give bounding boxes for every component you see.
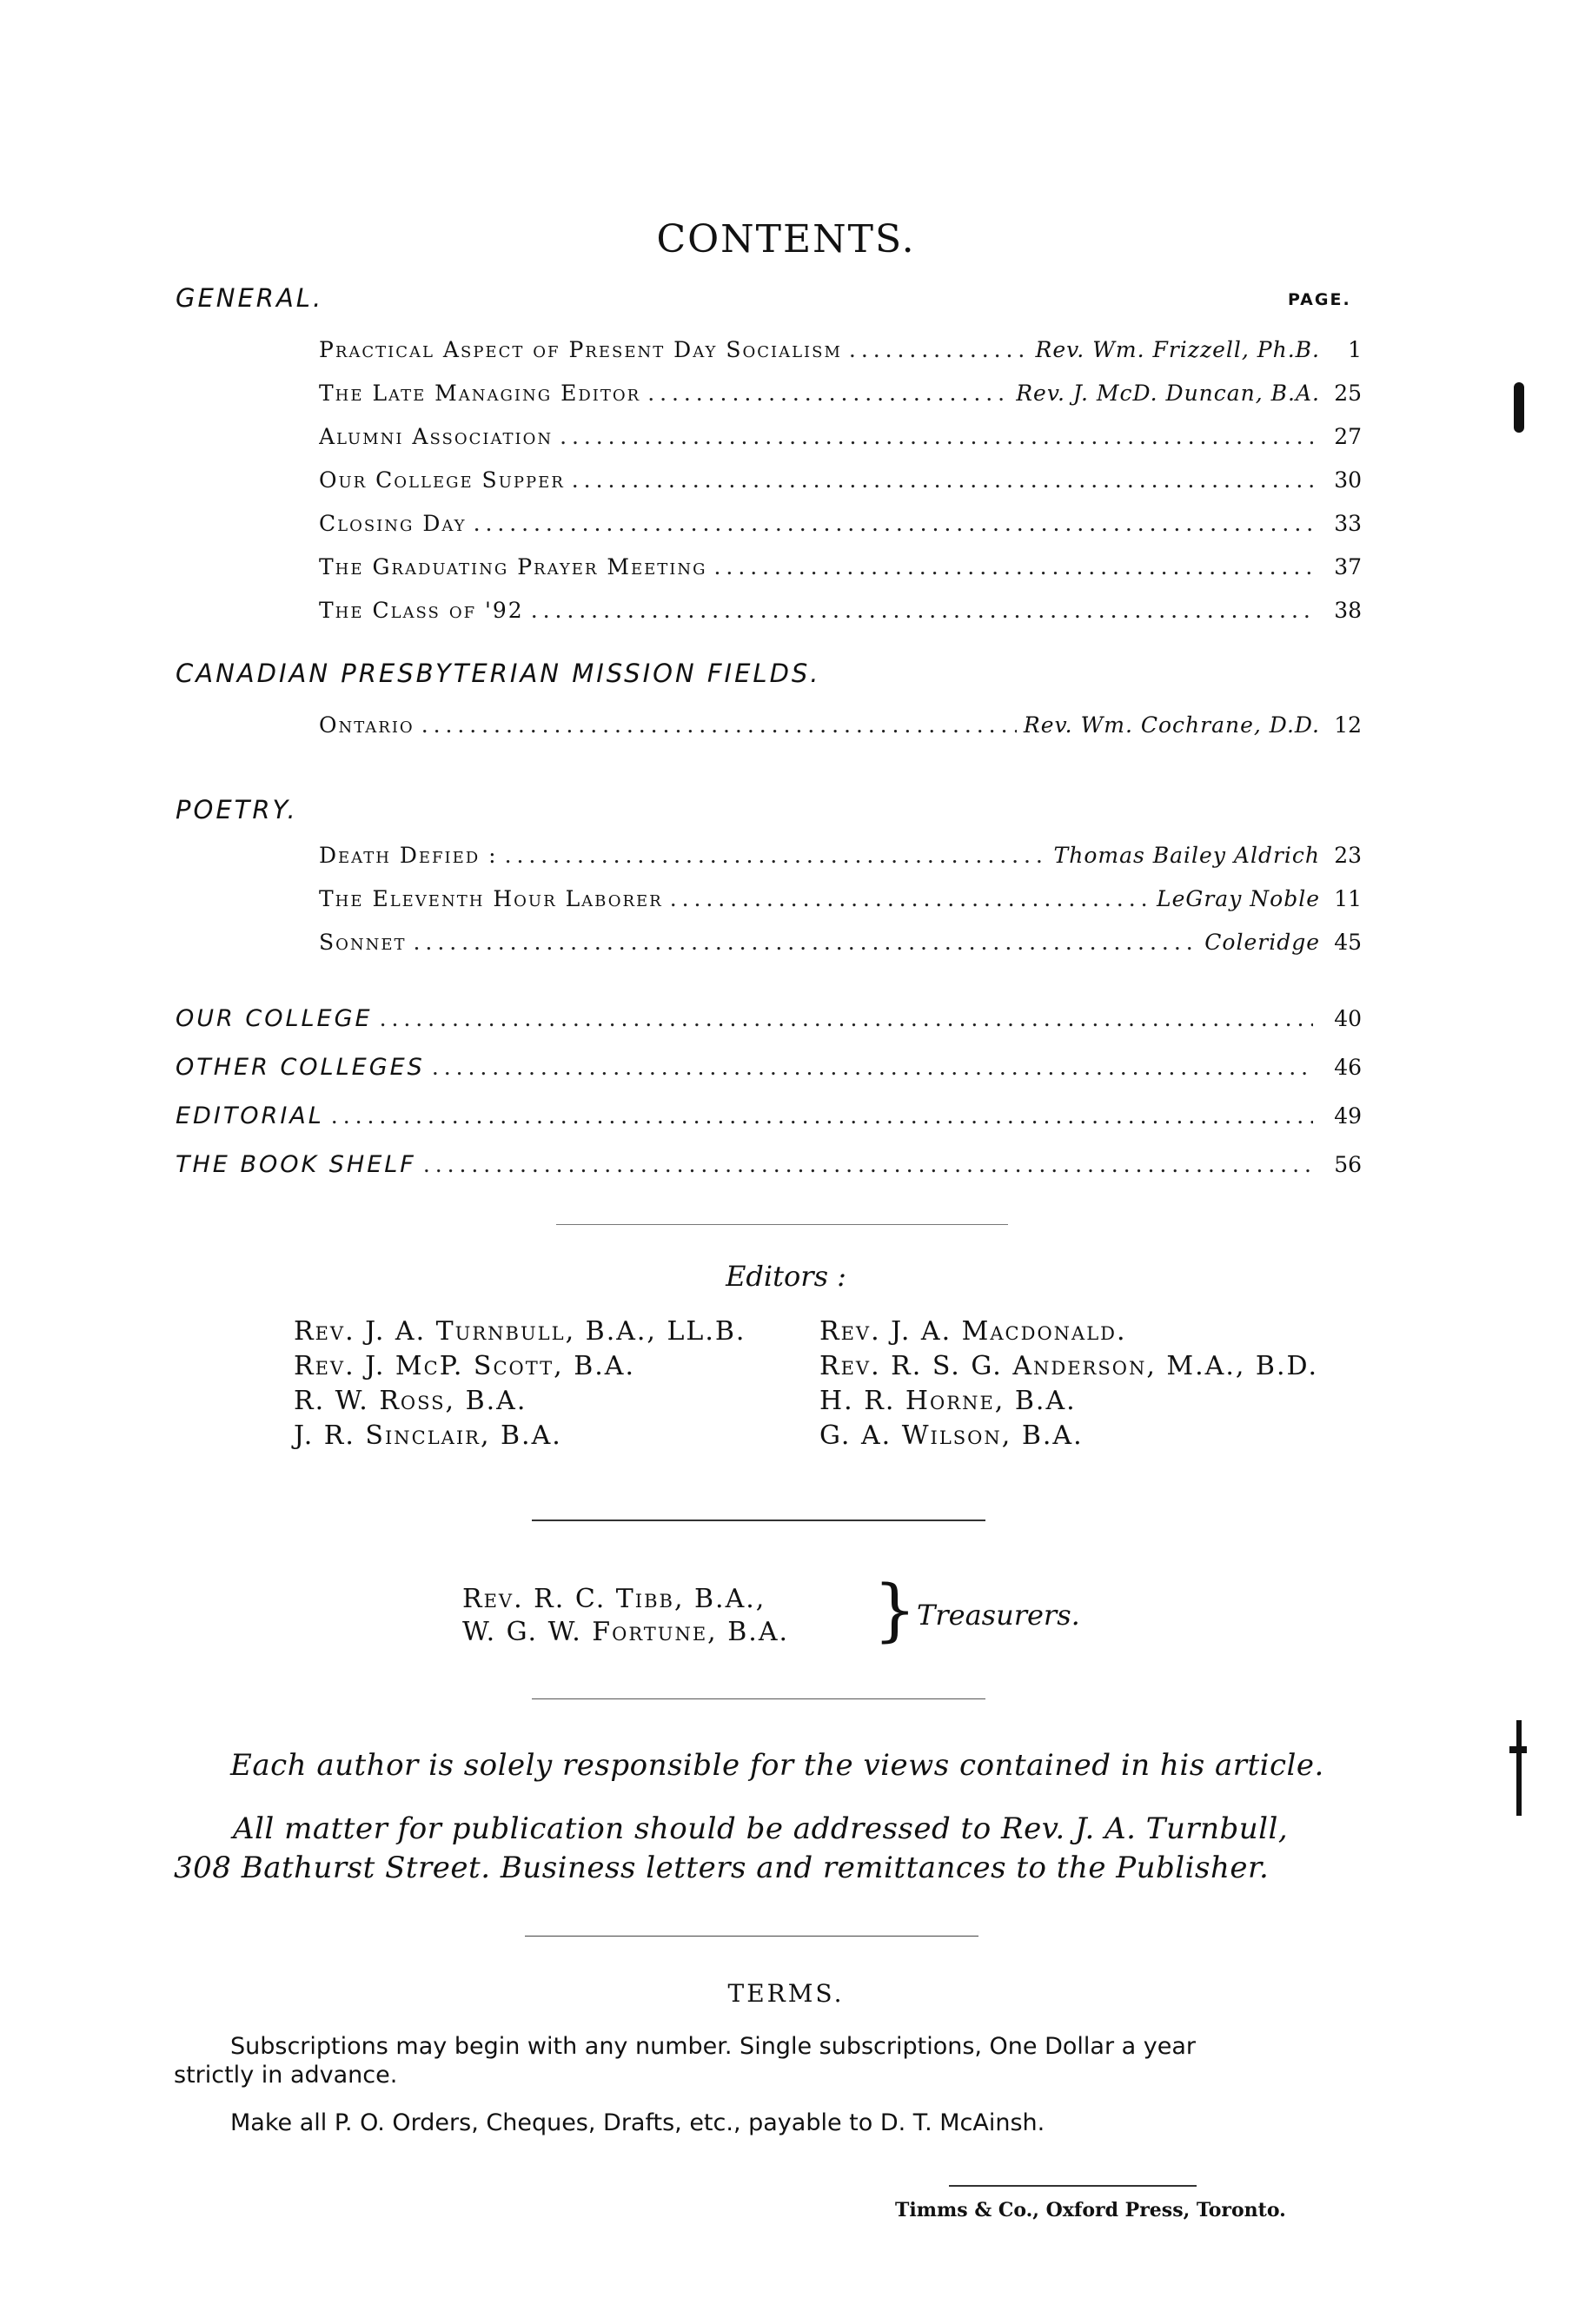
dot-leader [531,589,1313,632]
section-heading-general: GENERAL. [176,283,324,313]
entry-page: 38 [1334,598,1362,623]
entry-author: Rev. J. McD. Duncan, B.A. [1016,381,1320,406]
entry-author: Rev. Wm. Cochrane, D.D. [1023,712,1320,738]
toc-entry[interactable] [319,502,1362,546]
entry-page: 23 [1334,843,1362,868]
dot-leader [670,877,1150,921]
toc-entry[interactable] [176,1092,1362,1141]
treasurer-name: Rev. R. C. Tibb, B.A., [462,1584,766,1614]
scan-mark [1514,382,1524,433]
editor-name: Rev. R. S. G. Anderson, M.A., B.D. [819,1351,1319,1381]
toc-entry[interactable] [176,1043,1362,1092]
entry-title: The Class of '92 [319,598,524,623]
toc-list-missions [319,704,1362,747]
dot-leader [423,1141,1313,1189]
dot-leader [647,372,1009,415]
scan-mark [1516,1720,1522,1816]
dot-leader [572,459,1313,502]
printer-imprint: Timms & Co., Oxford Press, Toronto. [895,2199,1286,2221]
entry-author: Rev. Wm. Frizzell, Ph.B. [1035,337,1320,362]
address-notice-line-2: 308 Bathurst Street. Business letters and remittances to the Publisher. [174,1851,1270,1885]
toc-entry[interactable] [319,589,1362,632]
divider [949,2185,1197,2187]
divider [556,1224,1008,1225]
toc-entry[interactable] [319,372,1362,415]
entry-title: The Late Managing Editor [319,381,641,406]
entry-title: Alumni Association [319,424,554,449]
dot-leader [414,921,1198,964]
section-heading-poetry: POETRY. [176,795,298,824]
entry-page: 12 [1334,712,1362,738]
entry-title: The Graduating Prayer Meeting [319,554,707,579]
entry-author: Thomas Bailey Aldrich [1053,843,1320,868]
entry-title: Practical Aspect of Present Day Socialism [319,337,842,362]
dot-leader [331,1092,1313,1141]
treasurers-label: Treasurers. [917,1599,1080,1632]
toc-list-general [319,328,1362,632]
editors-right-column [819,1314,1318,1453]
toc-entry[interactable] [176,995,1362,1043]
dot-leader [560,415,1313,459]
terms-line: Make all P. O. Orders, Cheques, Drafts, etc., payable to D. T. McAinsh. [230,2109,1045,2136]
entry-title: Ontario [319,712,415,738]
toc-entry[interactable] [319,877,1362,921]
entry-title: OTHER COLLEGES [176,1054,425,1081]
treasurers-names [462,1583,789,1649]
terms-line: Subscriptions may begin with any number. Single subscriptions, One Dollar a year [230,2033,1197,2060]
page-column-header: PAGE. [1288,290,1351,309]
dot-leader [380,995,1313,1043]
dot-leader [505,834,1047,877]
editors-left-column [294,1314,746,1453]
dot-leader [421,704,1017,747]
entry-page: 27 [1334,424,1362,449]
address-notice-line-1: All matter for publication should be addressed to Rev. J. A. Turnbull, [233,1811,1289,1846]
terms-line: strictly in advance. [174,2062,398,2089]
divider [532,1698,985,1699]
divider [532,1520,985,1521]
entry-page: 33 [1334,511,1362,536]
divider [525,1936,978,1937]
entry-title: OUR COLLEGE [176,1005,373,1032]
entry-page: 45 [1334,930,1362,955]
entry-title: EDITORIAL [176,1102,324,1129]
entry-title: Death Defied : [319,843,498,868]
terms-heading: TERMS. [727,1979,845,2008]
dot-leader [849,328,1029,372]
entry-title: The Eleventh Hour Laborer [319,886,663,911]
section-heading-missions: CANADIAN PRESBYTERIAN MISSION FIELDS. [176,659,821,688]
treasurer-name: W. G. W. Fortune, B.A. [462,1617,790,1647]
entry-title: Sonnet [319,930,407,955]
entry-title: Our College Supper [319,467,565,493]
toc-entry[interactable] [319,415,1362,459]
toc-entry[interactable] [319,328,1362,372]
editor-name: Rev. J. McP. Scott, B.A. [294,1351,635,1381]
editor-name: H. R. Horne, B.A. [819,1386,1077,1416]
toc-entry[interactable] [319,921,1362,964]
entry-title: THE BOOK SHELF [176,1151,416,1178]
brace-icon: } [873,1572,917,1650]
dot-leader [714,546,1313,589]
responsibility-notice: Each author is solely responsible for the views contained in his article. [230,1748,1324,1783]
entry-page: 46 [1334,1055,1362,1080]
entry-page: 1 [1348,337,1362,362]
toc-list-poetry [319,834,1362,964]
entry-page: 11 [1334,886,1362,911]
toc-entry[interactable] [319,704,1362,747]
editor-name: R. W. Ross, B.A. [294,1386,527,1416]
entry-page: 40 [1334,1006,1362,1031]
editors-heading: Editors : [726,1260,846,1293]
entry-page: 37 [1334,554,1362,579]
toc-entry[interactable] [319,834,1362,877]
entry-author: Coleridge [1204,930,1320,955]
toc-entry[interactable] [176,1141,1362,1189]
entry-page: 56 [1334,1152,1362,1177]
scan-mark [1509,1746,1527,1753]
entry-page: 25 [1334,381,1362,406]
toc-entry[interactable] [319,546,1362,589]
editor-name: Rev. J. A. Macdonald. [819,1316,1127,1347]
entry-page: 30 [1334,467,1362,493]
editor-name: J. R. Sinclair, B.A. [294,1420,562,1451]
page-title: CONTENTS. [656,217,916,262]
dot-leader [474,502,1313,546]
editor-name: G. A. Wilson, B.A. [819,1420,1084,1451]
toc-list-top-level [176,995,1362,1189]
entry-author: LeGray Noble [1156,886,1320,911]
entry-page: 49 [1334,1103,1362,1129]
editor-name: Rev. J. A. Turnbull, B.A., LL.B. [294,1316,746,1347]
dot-leader [432,1043,1313,1092]
toc-entry[interactable] [319,459,1362,502]
entry-title: Closing Day [319,511,467,536]
